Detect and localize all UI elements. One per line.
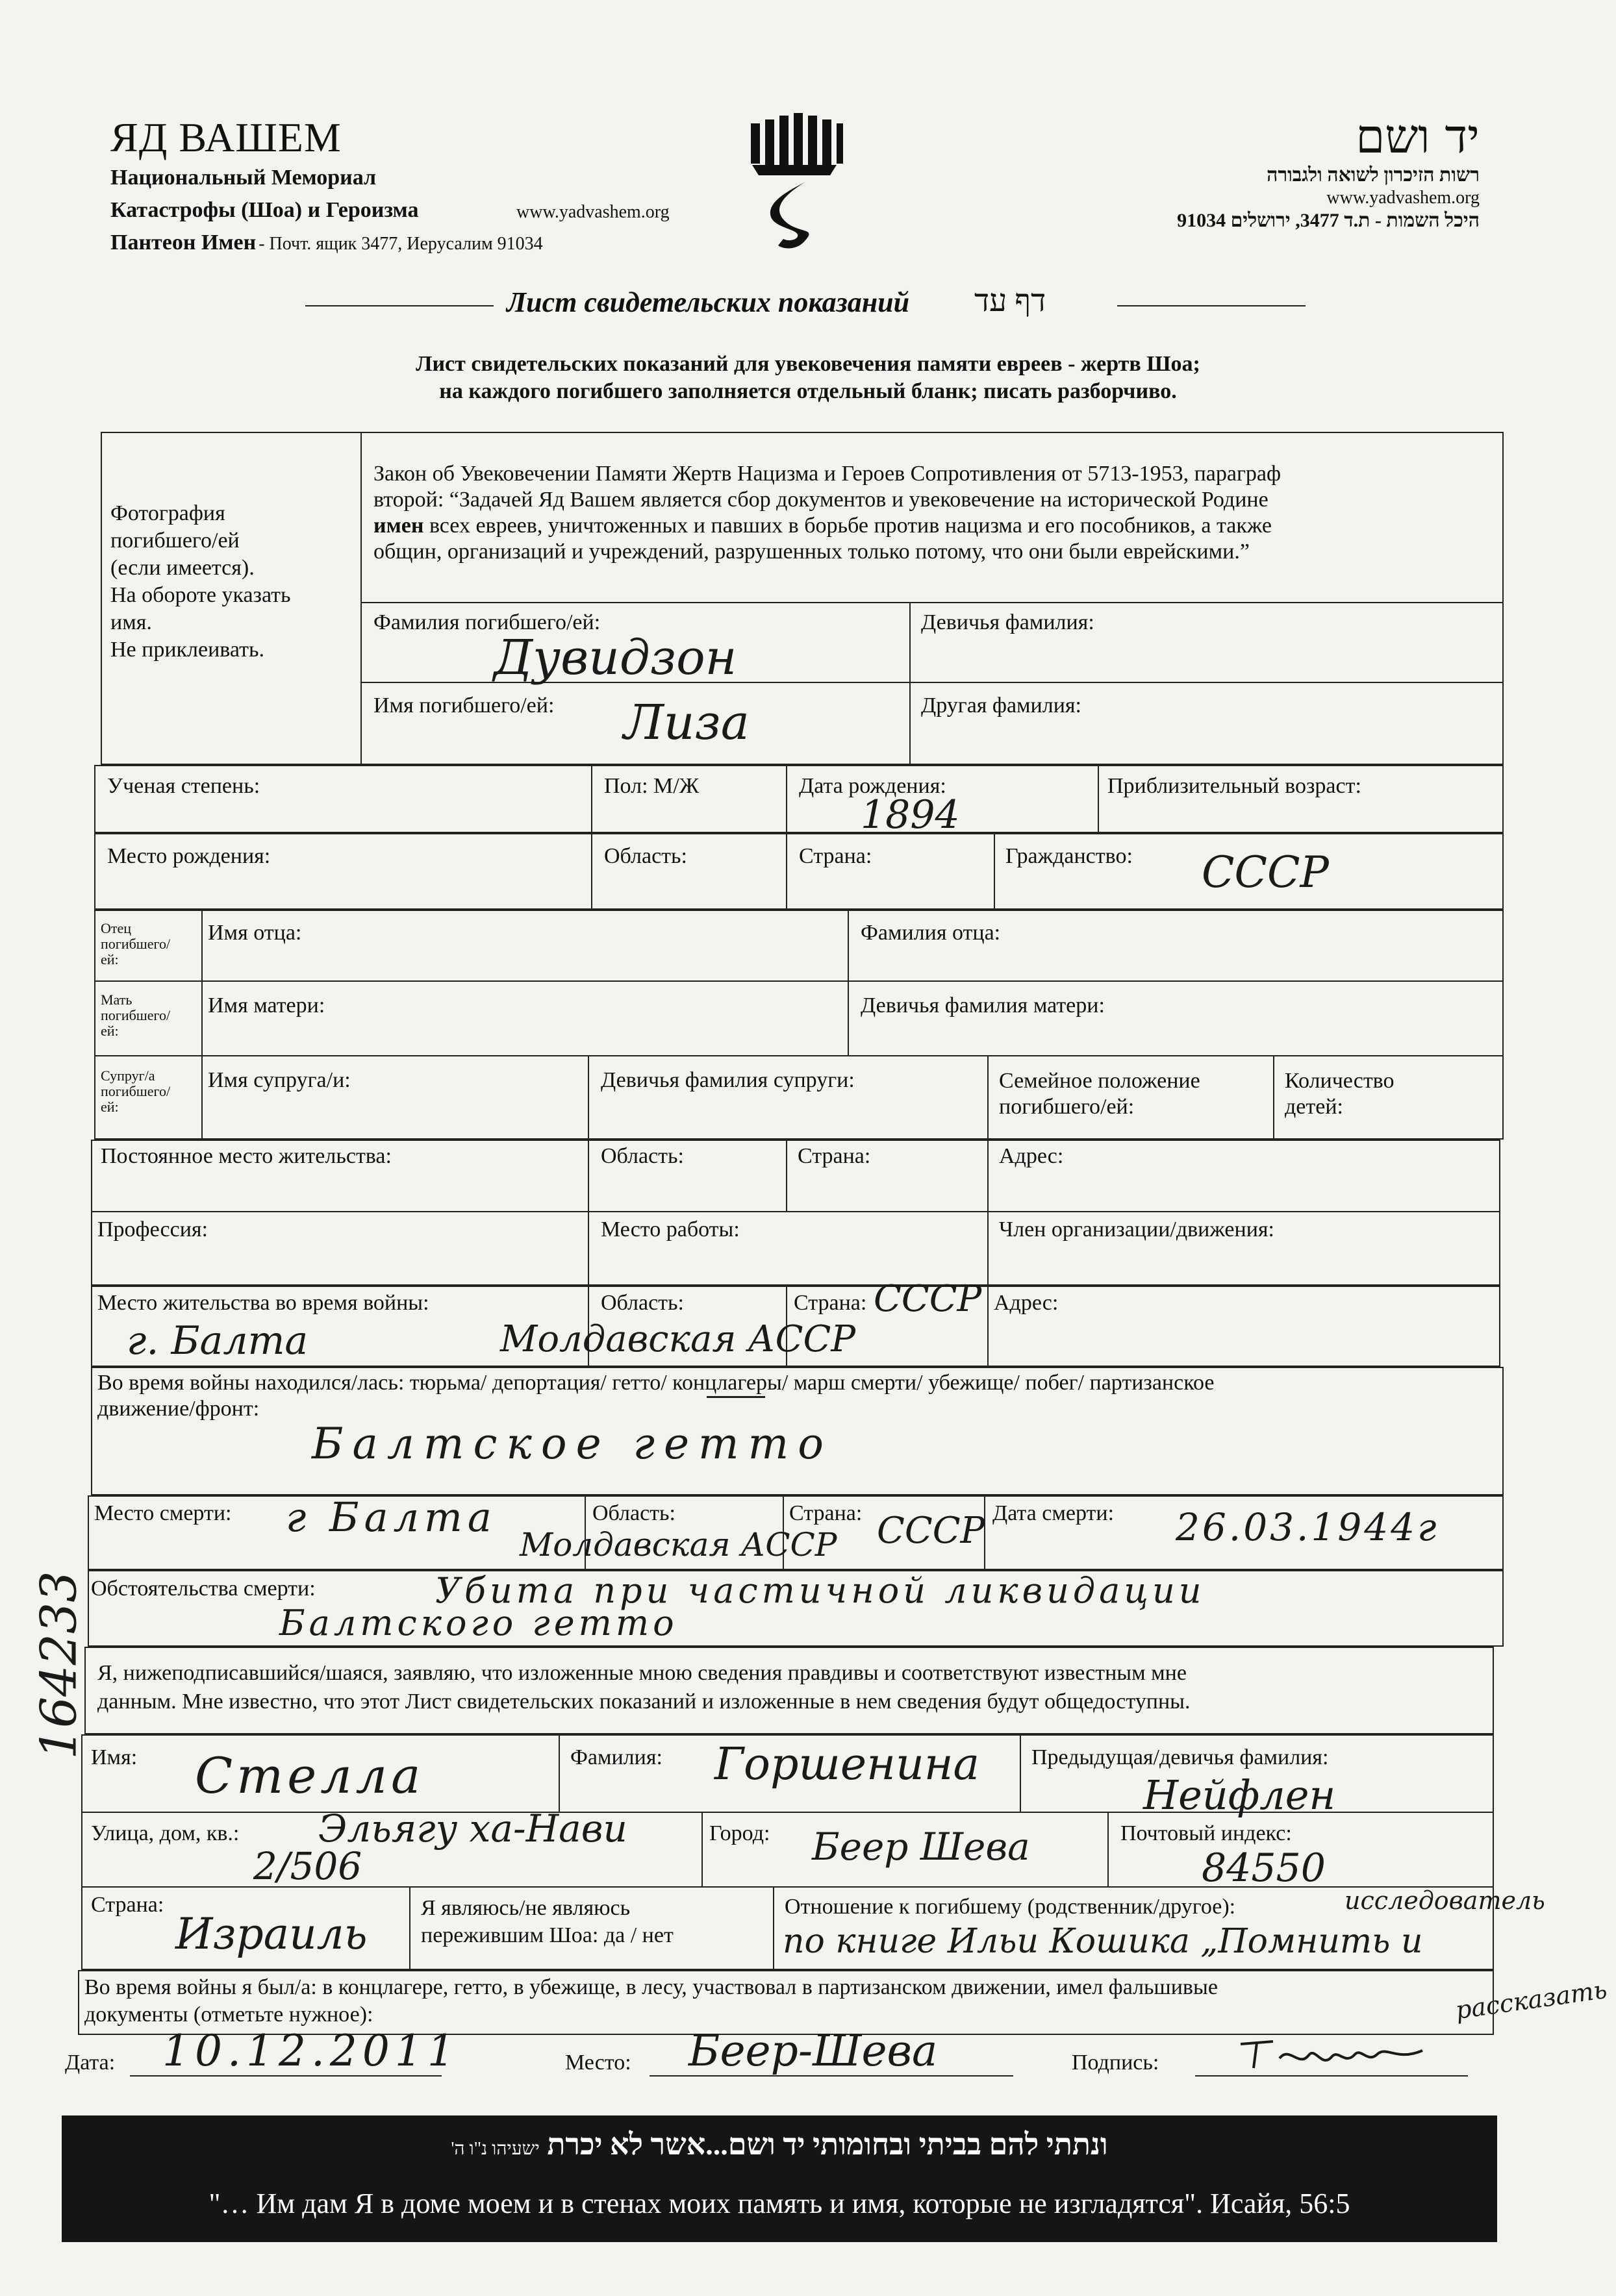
header-right xyxy=(1177,109,1480,232)
sex-label: Пол: М/Ж xyxy=(604,774,700,798)
zip-label: Почтовый индекс: xyxy=(1120,1821,1292,1845)
death-country-value[interactable]: СССР xyxy=(877,1510,985,1552)
death-place-label: Место смерти: xyxy=(94,1501,232,1525)
subtitle: Лист свидетельских показаний для увековечения памяти евреев - жертв Шоа; на каждого погибшего заполняется отдельный бланк; писать разборчиво. xyxy=(416,352,1200,403)
death-circ-line-1[interactable]: Убита при частичной ликвидации xyxy=(435,1570,1206,1611)
street-value-1[interactable]: Эльягу ха-Нави xyxy=(318,1806,627,1851)
degree-label: Ученая степень: xyxy=(107,774,260,798)
photo-instructions: Фотография погибшего/ей (если имеется). На обороте указать имя. Не приклеивать. xyxy=(110,501,291,662)
death-circ-line-2[interactable]: Балтского гетто xyxy=(279,1603,678,1643)
relation-value-1[interactable]: исследователь xyxy=(1345,1886,1545,1915)
father-side-label: Отец погибшего/ ей: xyxy=(101,920,171,967)
signature-label: Подпись: xyxy=(1072,2051,1159,2075)
org-line-2: Катастрофы (Шоа) и Героизма www.yadvashem.org xyxy=(110,198,670,222)
margin-number: 164233 xyxy=(29,1571,88,1760)
war-during-label: Во время войны находился/лась: тюрьма/ депортация/ гетто/ концлагеры/ марш смерти/ убежище/ побег/ партизанское движение/фронт: xyxy=(97,1371,1215,1421)
submitter-surname-label: Фамилия: xyxy=(570,1745,663,1769)
zip-value[interactable]: 84550 xyxy=(1202,1845,1326,1891)
war-country-label: Страна: xyxy=(794,1291,867,1315)
war-country-value[interactable]: СССР xyxy=(874,1278,982,1320)
mother-side-label: Мать погибшего/ ей: xyxy=(101,992,171,1039)
street-label: Улица, дом, кв.: xyxy=(91,1821,240,1845)
death-date-label: Дата смерти: xyxy=(992,1501,1115,1525)
relation-label: Отношение к погибшему (родственник/другое): xyxy=(785,1895,1236,1919)
dob-value[interactable]: 1894 xyxy=(861,792,960,838)
marital-label: Семейное положение погибшего/ей: xyxy=(999,1069,1200,1119)
title-rule-right xyxy=(1117,305,1306,306)
member-label: Член организации/движения: xyxy=(999,1217,1274,1242)
perm-region-label: Область: xyxy=(601,1144,684,1168)
death-region-value[interactable]: Молдавская АССР xyxy=(520,1526,837,1564)
pob-region-label: Область: xyxy=(604,844,687,868)
org-title-ru: ЯД ВАШЕМ xyxy=(110,114,342,160)
pob-label: Место рождения: xyxy=(107,844,271,868)
perm-address-label: Адрес: xyxy=(999,1144,1064,1168)
footer-banner xyxy=(62,2115,1497,2242)
submitter-prev-value[interactable]: Нейфлен xyxy=(1143,1771,1336,1819)
submitter-country-label: Страна: xyxy=(91,1893,164,1917)
war-region-value[interactable]: Молдавская АССР xyxy=(500,1318,856,1360)
banner-he: ונתתי להם בביתי ובחומותי יד ושם...אשר לא יכרת ישעיהו נ"ו ה' xyxy=(451,2128,1108,2161)
workplace-label: Место работы: xyxy=(601,1217,740,1242)
death-circ-label: Обстоятельства смерти: xyxy=(91,1577,316,1601)
war-during-value[interactable]: Балтское гетто xyxy=(312,1419,833,1469)
victim-firstname-label: Имя погибшего/ей: xyxy=(373,693,555,718)
website-left: www.yadvashem.org xyxy=(516,202,670,222)
age-label: Приблизительный возраст: xyxy=(1107,774,1361,798)
war-address-label: Адрес: xyxy=(994,1291,1059,1315)
place-value[interactable]: Беер-Шева xyxy=(688,2026,938,2076)
mother-name-label: Имя матери: xyxy=(208,993,325,1017)
death-region-label: Область: xyxy=(592,1501,675,1525)
submitter-country-value[interactable]: Израиль xyxy=(175,1909,368,1959)
father-surname-label: Фамилия отца: xyxy=(861,921,1001,945)
victim-surname-value[interactable]: Дувидзон xyxy=(494,630,737,686)
dob-label: Дата рождения: xyxy=(799,774,946,798)
victim-surname-label: Фамилия погибшего/ей: xyxy=(373,610,601,634)
relation-value-2[interactable]: по книге Ильи Кошика „Помнить и xyxy=(783,1922,1423,1961)
date-value[interactable]: 10.12.2011 xyxy=(162,2026,460,2076)
war-residence-value[interactable]: г. Балта xyxy=(127,1318,309,1364)
citizenship-label: Гражданство: xyxy=(1005,844,1133,868)
spouse-maiden-label: Девичья фамилия супруги: xyxy=(601,1068,855,1092)
submitter-surname-value[interactable]: Горшенина xyxy=(714,1739,980,1790)
org-line-1: Национальный Мемориал xyxy=(110,166,377,190)
org-title-he: יד ושם xyxy=(1356,109,1480,164)
date-label: Дата: xyxy=(65,2051,116,2075)
victim-other-label: Другая фамилия: xyxy=(921,693,1081,718)
death-place-value[interactable]: г Балта xyxy=(286,1493,497,1541)
profession-label: Профессия: xyxy=(97,1217,208,1242)
children-label: Количество детей: xyxy=(1285,1069,1395,1119)
submitter-prev-label: Предыдущая/девичья фамилия: xyxy=(1031,1745,1329,1769)
death-country-label: Страна: xyxy=(789,1501,863,1525)
place-label: Место: xyxy=(565,2051,631,2075)
street-value-2[interactable]: 2/506 xyxy=(253,1844,362,1888)
header-left xyxy=(110,114,695,255)
title-rule-left xyxy=(305,305,494,306)
death-date-value[interactable]: 26.03.1944г xyxy=(1176,1505,1439,1549)
declaration-text: Я, нижеподписавшийся/шаяся, заявляю, что изложенные мною сведения правдивы и соответствуют известным мне данным. Мне известно, что этот Лист свидетельских показаний и изложенные в нем сведения будут общедоступны. xyxy=(97,1661,1191,1714)
signature-mark[interactable] xyxy=(1228,2032,1435,2078)
perm-country-label: Страна: xyxy=(798,1144,871,1168)
org-line-3: Пантеон Имен - Почт. ящик 3477, Иерусалим 91034 xyxy=(110,231,543,255)
war-region-label: Область: xyxy=(601,1291,684,1315)
banner-ru: "… Им дам Я в доме моем и в стенах моих память и имя, которые не изгладятся". Исайя, 56:5 xyxy=(208,2188,1350,2219)
form-title-he: דף עד xyxy=(974,284,1046,318)
yad-vashem-logo xyxy=(746,110,843,260)
war-residence-label: Место жительства во время войны: xyxy=(97,1291,429,1315)
victim-firstname-value[interactable]: Лиза xyxy=(624,695,750,751)
wartime-self-text: Во время войны я был/а: в концлагере, гетто, в убежище, в лесу, участвовал в партизанском движении, имел фальшивые документы (отметьте нужное): xyxy=(84,1975,1218,2027)
mother-maiden-label: Девичья фамилия матери: xyxy=(861,993,1105,1017)
survivor-label: Я являюсь/не являюсь пережившим Шоа: да / нет xyxy=(421,1896,674,1947)
father-name-label: Имя отца: xyxy=(208,921,302,945)
he-line-3: היכל השמות - ת.ד 3477, ירושלים 91034 xyxy=(1177,210,1480,231)
submitter-name-label: Имя: xyxy=(91,1745,138,1769)
city-label: Город: xyxy=(709,1821,770,1845)
he-line-1: רשות הזיכרון לשואה ולגבורה xyxy=(1267,164,1480,186)
city-value[interactable]: Беер Шева xyxy=(812,1825,1030,1869)
form-title-ru: Лист свидетельских показаний xyxy=(507,286,910,318)
citizenship-value[interactable]: СССР xyxy=(1202,847,1329,897)
relation-value-3[interactable]: рассказать xyxy=(1454,1975,1609,2025)
submitter-name-value[interactable]: Стелла xyxy=(195,1747,425,1804)
victim-maiden-label: Девичья фамилия: xyxy=(921,610,1094,634)
ghetto-underline xyxy=(707,1396,765,1398)
pob-country-label: Страна: xyxy=(799,844,872,868)
spouse-side-label: Супруг/а погибшего/ ей: xyxy=(101,1067,171,1115)
perm-residence-label: Постоянное место жительства: xyxy=(101,1144,392,1168)
law-text: Закон об Увековечении Памяти Жертв Нацизма и Героев Сопротивления от 5713-1953, параграф второй: “Задачей Яд Вашем является сбор документов и увековечение на исторической Родине имен всех евреев, уничтоженных и павших в борьбе против нацизма и его пособников, а также общин, организаций и учреждений, разрушенных только потому, что они были еврейскими.” xyxy=(373,462,1281,564)
website-right: www.yadvashem.org xyxy=(1326,188,1480,208)
spouse-name-label: Имя супруга/и: xyxy=(208,1068,351,1092)
